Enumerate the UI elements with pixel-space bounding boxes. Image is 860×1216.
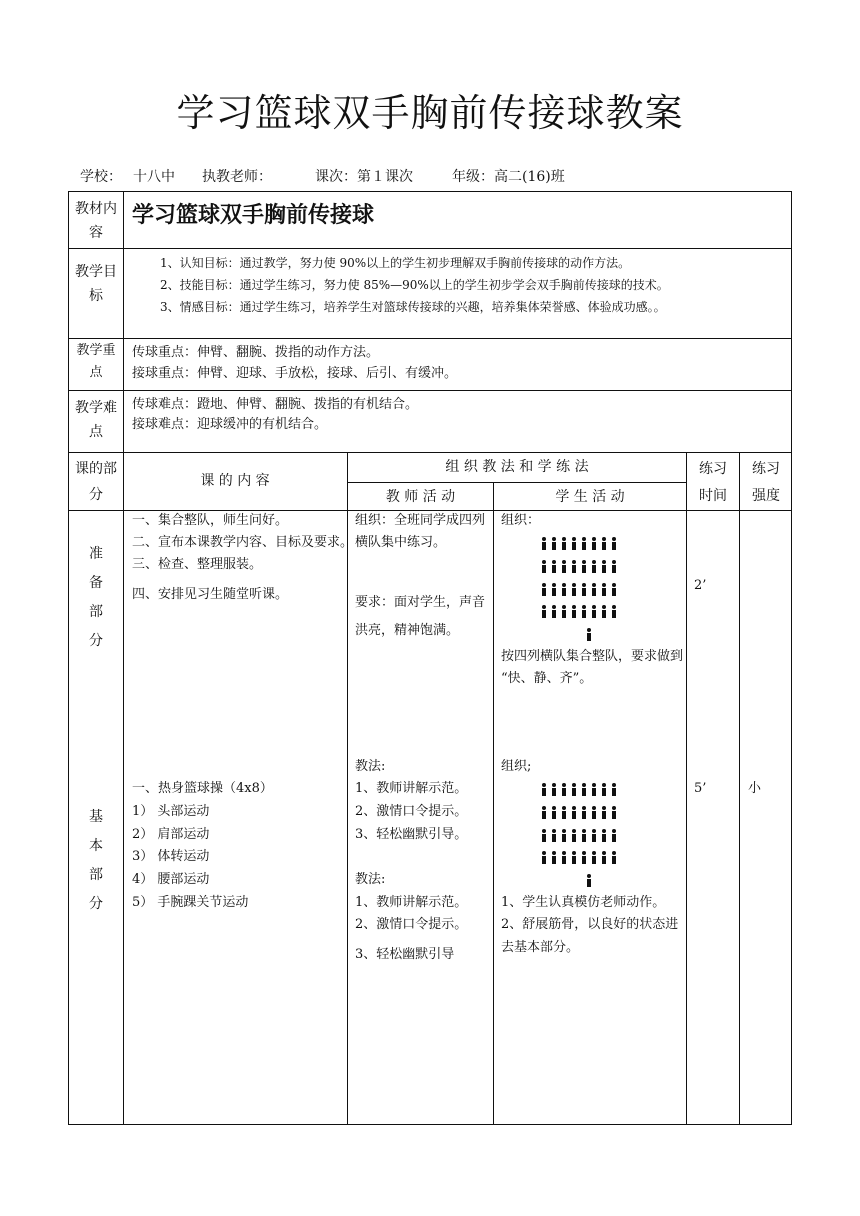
basic-student-note: 1、学生认真模仿老师动作。 [501,895,666,910]
basic-content-item: 3） 体转运动 [132,849,210,864]
person-icon [581,560,587,573]
page-title: 学习篮球双手胸前传接球教案 [176,91,684,135]
school-value: 十八中 [133,169,175,185]
table-rule [123,191,124,1125]
person-icon [611,560,617,573]
person-icon [591,783,597,796]
person-icon [561,583,567,596]
person-icon [541,806,547,819]
basic-content-item: 1） 头部运动 [132,804,210,819]
person-icon [551,605,557,618]
person-icon [541,583,547,596]
person-icon [611,806,617,819]
person-icon [541,783,547,796]
prep-content-item: 二、宣布本课教学内容、目标及要求。 [132,535,354,550]
person-icon [561,537,567,550]
table-border-bottom [68,1124,792,1125]
difficulty-item: 传球难点：蹬地、伸臂、翻腕、拨指的有机结合。 [132,397,419,412]
teacher-position-icon [586,874,592,887]
person-icon [541,851,547,864]
teach-item: 2、激情口令提示。 [355,804,468,819]
prep-teacher-line: 洪亮，精神饱满。 [355,623,460,638]
person-icon [611,829,617,842]
teach-item: 3、轻松幽默引导 [355,947,455,962]
person-icon [551,583,557,596]
person-icon [601,605,607,618]
goal-item: 2、技能目标：通过学生练习，努力使 85%—90%以上的学生初步学会双手胸前传接球的技术。 [160,278,669,292]
person-icon [561,829,567,842]
part-preparation: 准备部分 [89,546,103,649]
person-icon [591,806,597,819]
person-icon [541,605,547,618]
table-rule [347,482,686,483]
prep-time: 2’ [694,578,707,593]
formation-row [541,806,617,819]
formation-row [541,605,617,618]
person-icon [581,783,587,796]
table-rule [68,390,792,391]
person-icon [551,783,557,796]
table-border-top [68,191,792,192]
header-time: 练习时间 [699,461,727,504]
person-icon [541,537,547,550]
person-icon [551,829,557,842]
prep-content-item: 四、安排见习生随堂听课。 [132,587,289,602]
person-icon [541,829,547,842]
person-icon [551,560,557,573]
school-label: 学校： [80,169,122,185]
difficulty-item: 接球难点：迎球缓冲的有机结合。 [132,417,328,432]
person-icon [551,851,557,864]
table-border-left [68,191,69,1125]
basic-strength: 小 [748,781,762,796]
header-teacher: 教 师 活 动 [385,489,456,505]
person-icon [571,783,577,796]
basic-student-note: 2、舒展筋骨，以良好的状态进 [501,917,679,932]
person-icon [601,583,607,596]
prep-content-item: 一、集合整队，师生问好。 [132,513,289,528]
person-icon [591,560,597,573]
prep-student-note: 按四列横队集合整队，要求做到 [501,649,684,664]
person-icon [581,537,587,550]
key-label: 教学重点 [76,343,116,380]
teach-item: 3、轻松幽默引导。 [355,827,468,842]
table-border-right [791,191,792,1125]
person-icon [571,583,577,596]
table-rule [493,482,494,1124]
person-icon [561,605,567,618]
lesson-count: 课次：第１课次 [315,169,413,185]
person-icon [551,806,557,819]
prep-teacher-line: 横队集中练习。 [355,535,447,550]
person-icon [591,829,597,842]
content-value: 学习篮球双手胸前传接球 [132,203,375,228]
table-rule [68,452,792,453]
teach-label: 教法: [355,872,386,887]
person-icon [571,605,577,618]
person-icon [611,851,617,864]
teach-item: 1、教师讲解示范。 [355,781,468,796]
teach-label: 教法: [355,759,386,774]
person-icon [571,806,577,819]
prep-student-org: 组织： [501,513,541,528]
person-icon [591,537,597,550]
basic-content-title: 一、热身篮球操（4x8） [132,781,273,796]
person-icon [601,851,607,864]
key-item: 传球重点：伸臂、翻腕、拨指的动作方法。 [132,345,380,360]
formation-row [541,583,617,596]
person-icon [561,806,567,819]
goal-item: 1、认知目标：通过教学，努力使 90%以上的学生初步理解双手胸前传接球的动作方法。 [160,256,631,270]
person-icon [581,583,587,596]
teach-item: 1、教师讲解示范。 [355,895,468,910]
person-icon [581,829,587,842]
person-icon [591,851,597,864]
person-icon [571,537,577,550]
header-part: 课的部分 [75,461,117,503]
table-rule [68,248,792,249]
person-icon [591,583,597,596]
basic-content-item: 2） 肩部运动 [132,827,210,842]
person-icon [551,537,557,550]
goal-item: 3、情感目标：通过学生练习，培养学生对篮球传接球的兴趣，培养集体荣誉感、体验成功感。。 [160,300,666,314]
teacher-label: 执教老师： [202,169,272,185]
basic-time: 5’ [694,781,707,796]
person-icon [611,605,617,618]
person-icon [611,783,617,796]
basic-student-org: 组织; [501,759,532,774]
person-icon [591,605,597,618]
key-item: 接球重点：伸臂、迎球、手放松，接球、后引、有缓冲。 [132,366,458,381]
teach-item: 2、激情口令提示。 [355,917,468,932]
content-label: 教材内容 [75,201,117,241]
person-icon [581,605,587,618]
basic-content-item: 5） 手腕踝关节运动 [132,895,249,910]
formation-row [541,829,617,842]
person-icon [571,829,577,842]
formation-row [541,537,617,550]
person-icon [601,560,607,573]
table-rule [68,338,792,339]
person-icon [541,560,547,573]
difficulty-label: 教学难点 [75,400,117,440]
grade-class: 年级：高二(16)班 [452,169,565,185]
formation-row [541,783,617,796]
table-rule [739,452,740,1124]
person-icon [561,783,567,796]
table-rule [686,452,687,1124]
person-icon [611,537,617,550]
formation-row [541,851,617,864]
person-icon [601,783,607,796]
basic-student-note: 去基本部分。 [501,940,580,955]
person-icon [561,851,567,864]
person-icon [581,851,587,864]
prep-student-note: “快、静、齐”。 [501,671,593,686]
goal-label: 教学目标 [75,264,117,304]
part-basic: 基本部分 [89,809,103,912]
header-method: 组 织 教 法 和 学 练 法 [445,459,589,475]
person-icon [571,851,577,864]
person-icon [601,829,607,842]
person-icon [561,560,567,573]
formation-row [541,560,617,573]
prep-teacher-line: 要求：面对学生，声音 [355,595,486,610]
person-icon [611,583,617,596]
person-icon [601,537,607,550]
prep-teacher-line: 组织：全班同学成四列 [355,513,486,528]
prep-content-item: 三、检查、整理服装。 [132,557,263,572]
basic-content-item: 4） 腰部运动 [132,872,210,887]
person-icon [571,560,577,573]
teacher-position-icon [586,628,592,641]
person-icon [601,806,607,819]
person-icon [581,806,587,819]
header-student: 学 生 活 动 [555,489,625,505]
header-strength: 练习强度 [752,461,780,504]
header-content: 课 的 内 容 [200,473,270,489]
